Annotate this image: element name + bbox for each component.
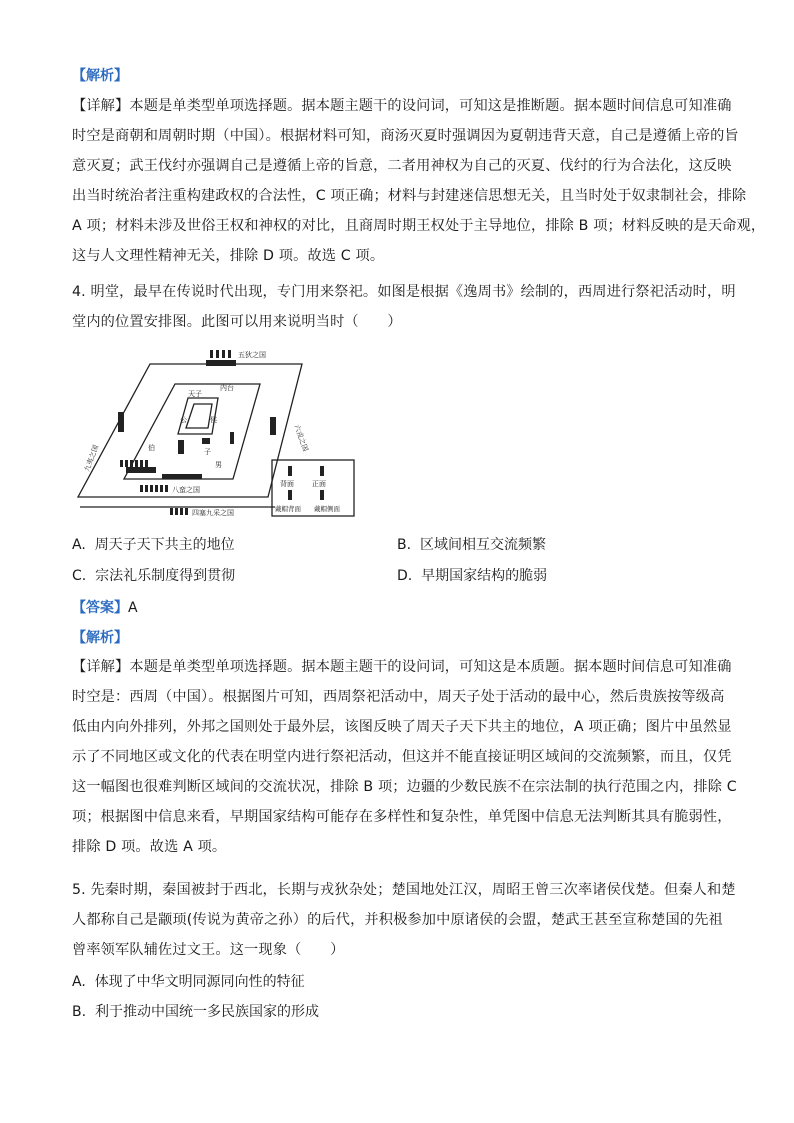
question-5-stem: 人都称自己是颛顼(传说为黄帝之孙）的后代，并积极参加中原诸侯的会盟，楚武王甚至宣称楚国的先祖	[72, 912, 723, 928]
text-line: A 项；材料未涉及世俗王权和神权的对比，且商周时期王权处于主导地位，排除 B 项；材料反映的是天命观，	[72, 218, 766, 234]
text-line: 这与人文理性精神无关，排除 D 项。故选 C 项。	[72, 248, 385, 264]
text-line: 【详解】本题是单类型单项选择题。据本题主题干的设问词，可知这是推断题。据本题时间信息可知准确	[72, 98, 732, 114]
option-d[interactable]	[397, 566, 547, 586]
answer-row	[72, 597, 138, 617]
text-line: 排除 D 项。故选 A 项。	[72, 839, 227, 855]
option-key: A.	[72, 974, 86, 990]
text-line: 时空是：西周（中国）。根据图片可知，西周祭祀活动中，周天子处于活动的最中心，然后贵族按等级高	[72, 689, 725, 705]
label-inner-top: 内台	[220, 384, 234, 392]
text-line: 示了不同地区或文化的代表在明堂内进行祭祀活动，但这并不能直接证明区域间的交流频繁，而且，仅凭	[72, 749, 732, 765]
legend-hat-side: 戴帽侧面	[314, 505, 340, 513]
question-5-stem: 曾率领军队辅佐过文王。这一现象（ ）	[72, 942, 345, 958]
label-nan: 男	[215, 461, 222, 469]
text-line: 意灭夏；武王伐纣亦强调自己是遵循上帝的旨意，二者用神权为自己的灭夏、伐纣的行为合法化，这反映	[72, 158, 732, 174]
mingtang-diagram	[70, 342, 360, 518]
question-4-stem: 堂内的位置安排图。此图可以用来说明当时（ ）	[72, 314, 402, 330]
option-text: 早期国家结构的脆弱	[421, 568, 548, 584]
label-zi: 子	[204, 448, 211, 456]
answer-tag: 【答案】	[72, 600, 128, 616]
figure-group-top	[206, 350, 236, 366]
label-bottom-most: 四塞九采之国	[192, 509, 234, 517]
answer-value: A	[128, 600, 138, 616]
option-text: 宗法礼乐制度得到贯彻	[95, 568, 236, 584]
option-key: D.	[397, 568, 413, 584]
option-c[interactable]	[72, 566, 235, 586]
option-text: 区域间相互交流频繁	[419, 537, 546, 553]
label-bottom-outer: 八蛮之国	[172, 486, 200, 494]
option-b[interactable]	[397, 535, 546, 555]
text-line: 时空是商朝和周朝时期（中国）。根据材料可知，商汤灭夏时强调因为夏朝违背天意，自己是遵循上帝的旨	[72, 128, 739, 144]
q5-option-a[interactable]	[72, 972, 305, 992]
label-left-outer: 九夷之国	[83, 443, 101, 473]
option-key: C.	[72, 568, 87, 584]
jiexi-tag-1: 【解析】	[72, 68, 128, 84]
question-5-stem: 5. 先秦时期，秦国被封于西北，长期与戎狄杂处；楚国地处江汉，周昭王曾三次率诸侯伐楚。但秦人和楚	[72, 882, 736, 898]
text-line: 这一幅图也很难判断区域间的交流状况，排除 B 项；边疆的少数民族不在宗法制的执行范围之内，排除 C	[72, 779, 737, 795]
option-key: B.	[72, 1004, 87, 1020]
label-top: 五狄之国	[238, 351, 266, 359]
option-key: B.	[397, 537, 412, 553]
label-bo: 伯	[148, 444, 155, 452]
label-right-outer: 六戎之国	[292, 423, 310, 453]
label-center: 天子	[188, 390, 202, 398]
text-line: 出当时统治者注重构建政权的合法性，C 项正确；材料与封建迷信思想无关，且当时处于奴隶制社会，排除	[72, 188, 747, 204]
legend-hat-back: 戴帽背面	[275, 505, 301, 513]
text-line: 项；根据图中信息来看，早期国家结构可能存在多样性和复杂性，单凭图中信息无法判断其具有脆弱性，	[72, 809, 732, 825]
legend-back: 背面	[280, 480, 294, 488]
option-text: 体现了中华文明同源同向性的特征	[94, 974, 305, 990]
option-a[interactable]	[72, 535, 235, 555]
question-4-stem: 4. 明堂，最早在传说时代出现，专门用来祭祀。如图是根据《逸周书》绘制的，西周进行祭祀活动时，明	[72, 284, 736, 300]
text-line: 【详解】本题是单类型单项选择题。据本题主题干的设问词，可知这是本质题。据本题时间信息可知准确	[72, 659, 732, 675]
option-text: 利于推动中国统一多民族国家的形成	[94, 1004, 319, 1020]
label-gong: 公	[180, 416, 187, 424]
label-hou: 侯	[210, 416, 217, 424]
legend-front: 正面	[312, 480, 326, 488]
jiexi-tag-2: 【解析】	[72, 630, 128, 646]
option-key: A.	[72, 537, 86, 553]
q5-option-b[interactable]	[72, 1002, 319, 1022]
option-text: 周天子天下共主的地位	[94, 537, 235, 553]
text-line: 低由内向外排列，外邦之国则处于最外层，该图反映了周天子天下共主的地位，A 项正确；图片中虽然显	[72, 719, 732, 735]
